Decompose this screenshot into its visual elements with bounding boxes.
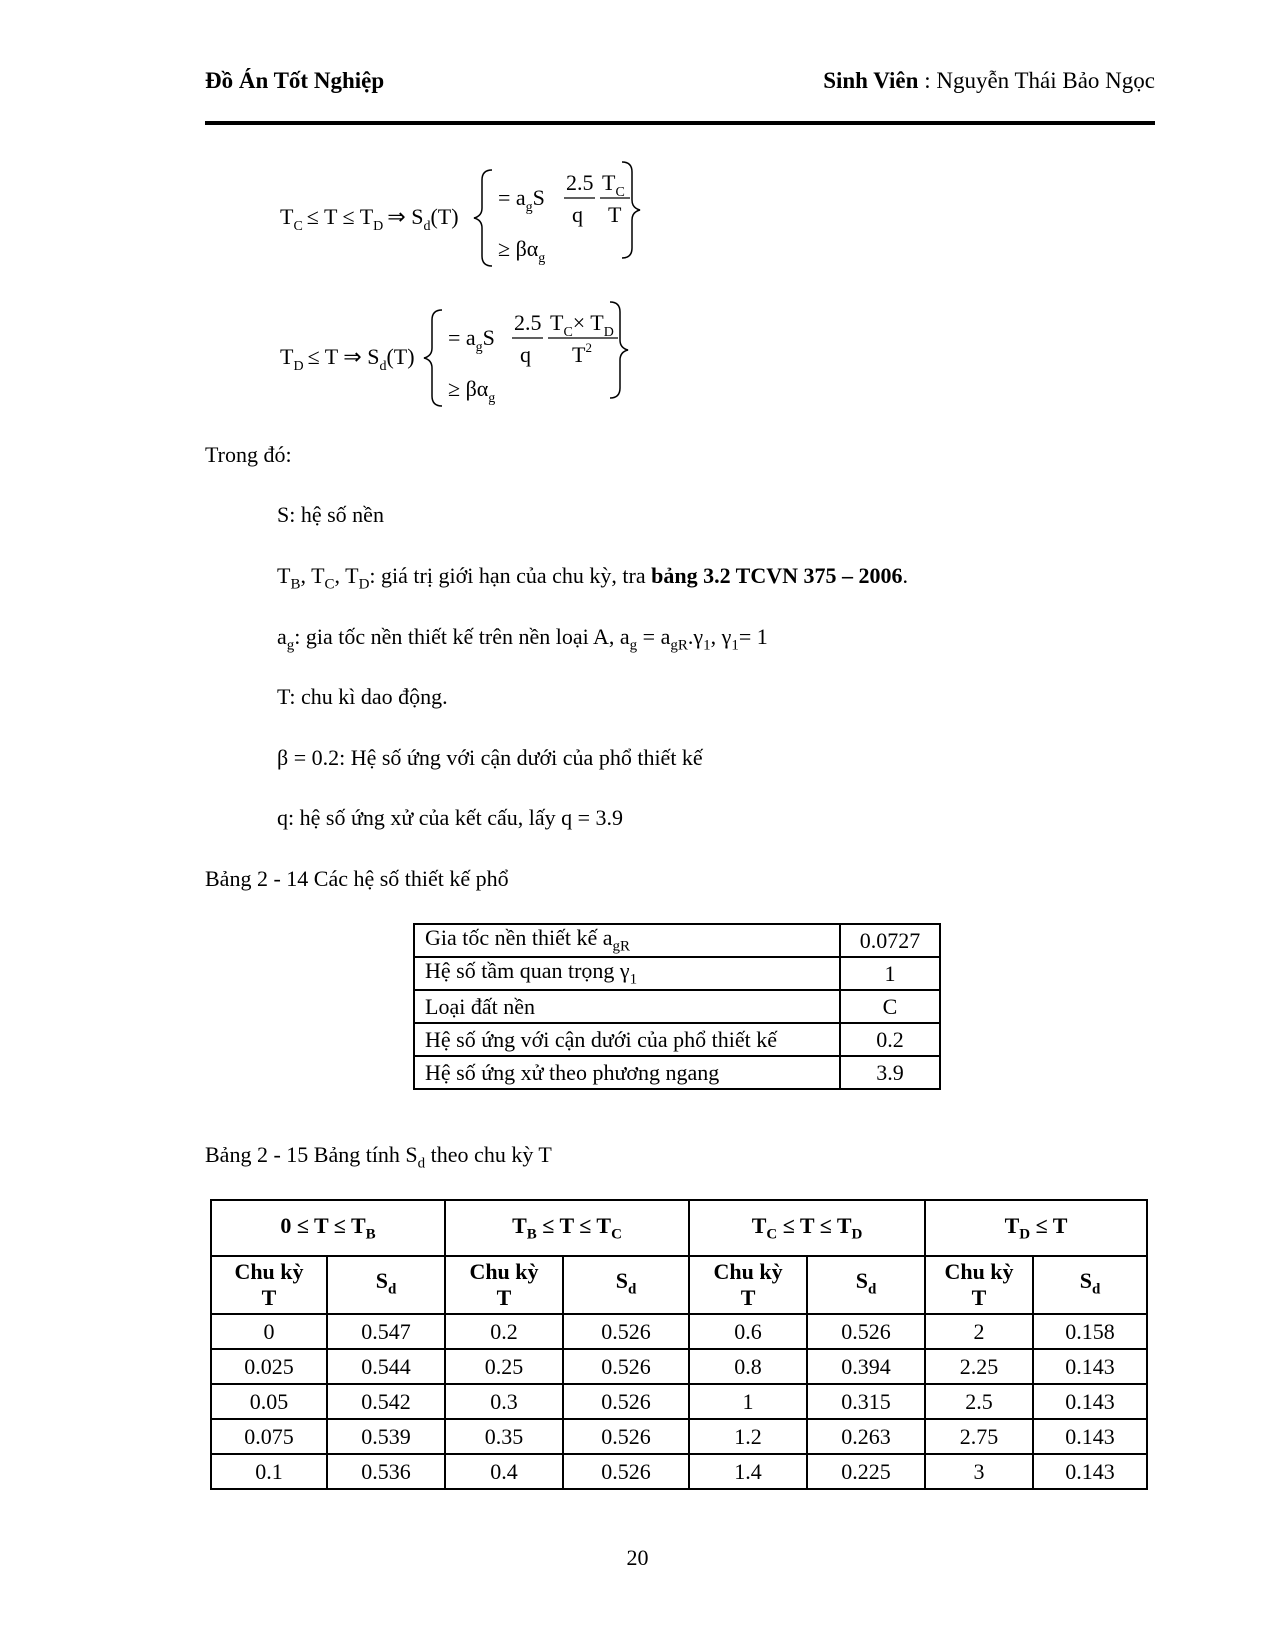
f1-t: T	[608, 202, 622, 227]
table-cell: 0.35	[445, 1419, 563, 1454]
table-cell: 1.2	[689, 1419, 807, 1454]
table-row	[211, 1349, 1147, 1384]
f2-left-brace	[424, 310, 442, 406]
table-cell: 0.2	[445, 1314, 563, 1349]
t-definition: T: chu kì dao động.	[277, 684, 448, 709]
sd-value-header: $S_d$	[807, 1256, 925, 1314]
table-cell: 2.25	[925, 1349, 1033, 1384]
coef-row	[414, 1023, 940, 1056]
table-cell: 0.539	[327, 1419, 445, 1454]
coef-label: Loại đất nền	[414, 990, 840, 1023]
coefficient-table	[413, 923, 941, 1090]
f2-ge: ≥ $\beta\alpha_g$	[448, 376, 496, 406]
table-cell: 0.158	[1033, 1314, 1147, 1349]
beta-definition: β = 0.2: Hệ số ứng với cận dưới của phổ thiết kế	[277, 745, 703, 770]
table-cell: 0.1	[211, 1454, 327, 1489]
f1-eq: = $a_gS$	[498, 185, 545, 215]
table-cell: 0.394	[807, 1349, 925, 1384]
table-cell: 1	[689, 1384, 807, 1419]
f2-lhs: $T_D \le T$ ⇒ $S_d(T)$	[280, 344, 415, 374]
table-cell: 0.05	[211, 1384, 327, 1419]
table-cell: 0.143	[1033, 1419, 1147, 1454]
coef-row	[414, 957, 940, 990]
coef-label: Hệ số ứng với cận dưới của phổ thiết kế	[414, 1023, 840, 1056]
table-cell: 0.3	[445, 1384, 563, 1419]
sd-value-header: $S_d$	[327, 1256, 445, 1314]
coef-label: Hệ số ứng xử theo phương ngang	[414, 1056, 840, 1089]
f2-right-brace	[610, 302, 628, 398]
sd-value-header: $S_d$	[563, 1256, 689, 1314]
table-cell: 0.526	[807, 1314, 925, 1349]
formula-td	[270, 300, 670, 420]
header-student	[823, 68, 1155, 94]
f2-tctd: $T_C\times T_D$	[550, 310, 614, 340]
coef-row	[414, 990, 940, 1023]
sd-value-header: $S_d$	[1033, 1256, 1147, 1314]
table-cell: 3	[925, 1454, 1033, 1489]
f2-den: q	[520, 342, 531, 367]
table-cell: 0.6	[689, 1314, 807, 1349]
table-cell: 0.075	[211, 1419, 327, 1454]
sd-table	[210, 1199, 1148, 1490]
table-cell: 0.542	[327, 1384, 445, 1419]
s-definition: S: hệ số nền	[277, 502, 384, 527]
table-cell: 0.4	[445, 1454, 563, 1489]
tcvn-ref: bảng 3.2 TCVN 375 – 2006	[651, 563, 903, 588]
table-cell: 0.143	[1033, 1384, 1147, 1419]
table-cell: 0.315	[807, 1384, 925, 1419]
table-cell: 0.536	[327, 1454, 445, 1489]
coef-row	[414, 924, 940, 957]
sd-period-header: Chu kỳ T	[925, 1256, 1033, 1314]
header-title: Đồ Án Tốt Nghiệp	[205, 68, 385, 93]
coef-label: Gia tốc nền thiết kế $a_{gR}$	[414, 924, 840, 957]
coef-value: 3.9	[840, 1056, 940, 1089]
table-cell: 0.526	[563, 1419, 689, 1454]
caption-table-14: Bảng 2 - 14 Các hệ số thiết kế phổ	[205, 866, 509, 891]
f1-left-brace	[474, 170, 492, 266]
coef-row	[414, 1056, 940, 1089]
q-definition: q: hệ số ứng xử của kết cấu, lấy q = 3.9	[277, 805, 624, 830]
ag-definition: $a_g$: gia tốc nền thiết kế trên nền loại A, $a_g = a_{gR}.\gamma_1$, $\gamma_1= 1$	[277, 624, 768, 654]
f1-num: 2.5	[566, 170, 594, 195]
f2-eq: = $a_gS$	[448, 325, 495, 355]
coef-value: 1	[840, 957, 940, 990]
table-row	[211, 1384, 1147, 1419]
table-cell: 0.25	[445, 1349, 563, 1384]
coef-value: 0.2	[840, 1023, 940, 1056]
f1-tc: $T_C$	[602, 170, 625, 200]
coef-label: Hệ số tầm quan trọng $\gamma_1$	[414, 957, 840, 990]
table-cell: 0.143	[1033, 1454, 1147, 1489]
table-cell: 0.526	[563, 1454, 689, 1489]
table-row	[211, 1314, 1147, 1349]
header-student-name: Nguyễn Thái Bảo Ngọc	[936, 68, 1155, 93]
f1-right-brace	[622, 162, 640, 258]
f1-den: q	[572, 202, 583, 227]
table-cell: 2.75	[925, 1419, 1033, 1454]
header-student-label: Sinh Viên	[823, 68, 919, 93]
sd-group-header: $0 \le T \le T_B$	[211, 1200, 445, 1256]
sd-group-header: $T_B \le T \le T_C$	[445, 1200, 689, 1256]
f2-t2: $T^2$	[572, 340, 592, 367]
table-cell: 0.526	[563, 1314, 689, 1349]
table-cell: 0.8	[689, 1349, 807, 1384]
table-cell: 0.263	[807, 1419, 925, 1454]
table-row	[211, 1419, 1147, 1454]
coef-value: 0.0727	[840, 924, 940, 957]
caption-table-15: Bảng 2 - 15 Bảng tính $S_d$ theo chu kỳ T	[205, 1142, 552, 1172]
tb-definition: $T_B$, $T_C$, $T_D$: giá trị giới hạn của chu kỳ, tra bảng 3.2 TCVN 375 – 2006.	[277, 563, 909, 593]
table-cell: 0.526	[563, 1349, 689, 1384]
trong-do: Trong đó:	[205, 442, 292, 467]
f1-lhs: $T_C \le T \le T_D$ ⇒ $S_d(T)$	[280, 204, 459, 234]
table-cell: 1.4	[689, 1454, 807, 1489]
sd-group-row	[211, 1200, 1147, 1256]
table-cell: 0.544	[327, 1349, 445, 1384]
f1-ge: ≥ $\beta\alpha_g$	[498, 236, 546, 266]
table-cell: 0.143	[1033, 1349, 1147, 1384]
sd-subheader-row	[211, 1256, 1147, 1314]
table-cell: 2.5	[925, 1384, 1033, 1419]
coef-value: C	[840, 990, 940, 1023]
header-sep: :	[918, 68, 937, 93]
table-cell: 0.526	[563, 1384, 689, 1419]
f2-num: 2.5	[514, 310, 542, 335]
table-cell: 0.547	[327, 1314, 445, 1349]
sd-period-header: Chu kỳ T	[211, 1256, 327, 1314]
table-cell: 0.225	[807, 1454, 925, 1489]
table-cell: 0	[211, 1314, 327, 1349]
page-number: 20	[626, 1545, 649, 1570]
sd-group-header: $T_D \le T$	[925, 1200, 1147, 1256]
sd-period-header: Chu kỳ T	[689, 1256, 807, 1314]
formula-tc-td	[270, 160, 670, 280]
table-row	[211, 1454, 1147, 1489]
sd-period-header: Chu kỳ T	[445, 1256, 563, 1314]
sd-group-header: $T_C \le T \le T_D$	[689, 1200, 925, 1256]
table-cell: 2	[925, 1314, 1033, 1349]
table-cell: 0.025	[211, 1349, 327, 1384]
header-rule	[205, 121, 1155, 125]
